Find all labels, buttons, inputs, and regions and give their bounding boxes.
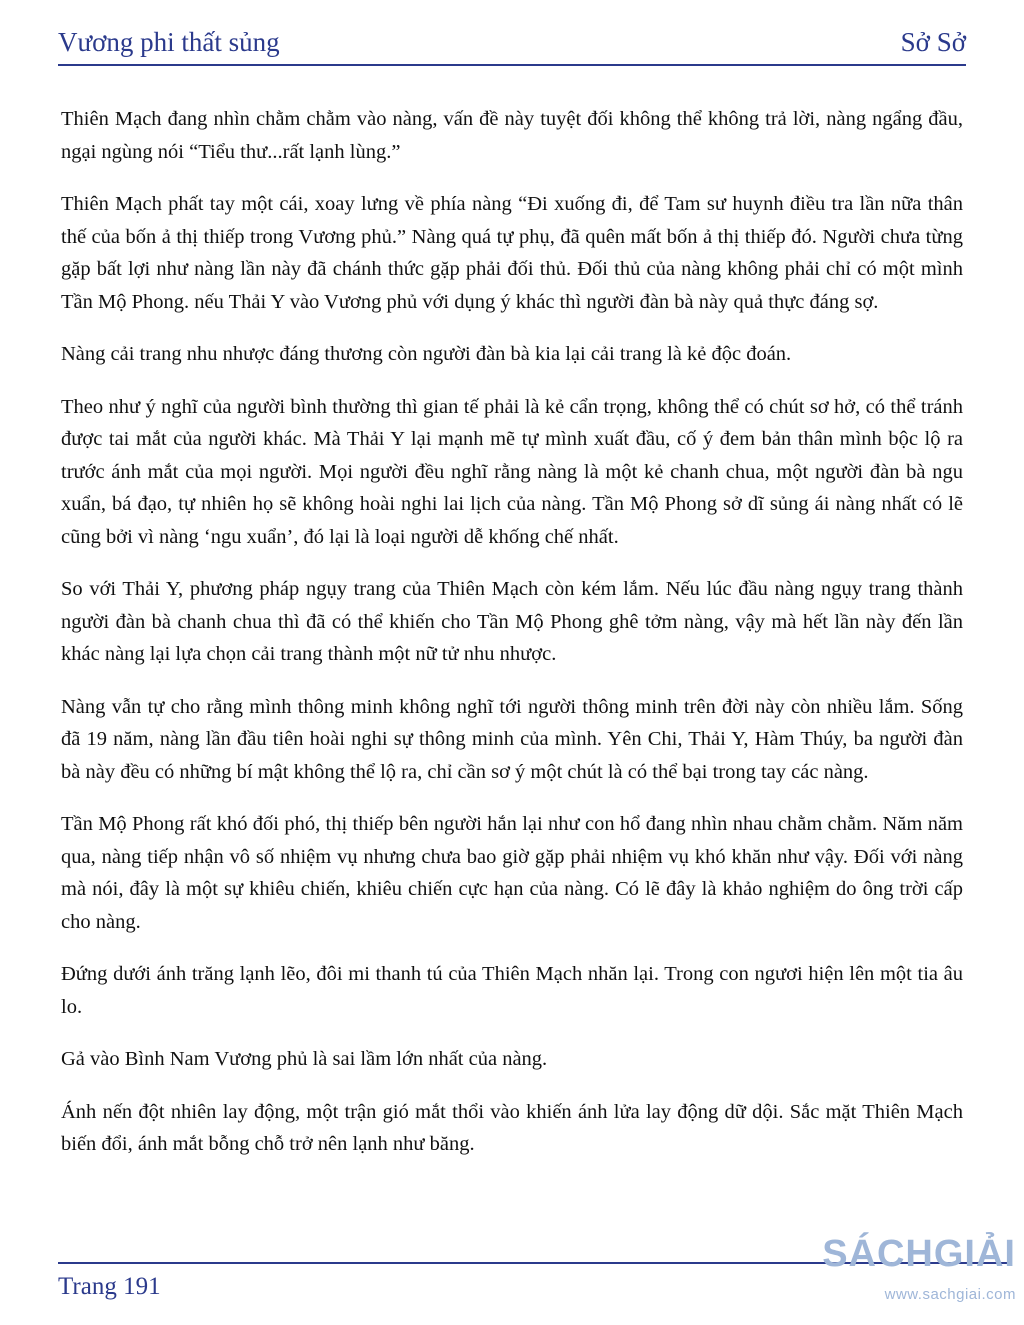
paragraph: Ánh nến đột nhiên lay động, một trận gió mắt thổi vào khiến ánh lửa lay động dữ dội. Sắc mặt Thiên Mạch biến đổi, ánh mắt bỗng chỗ trở nên lạnh như băng. [61, 1100, 963, 1155]
paragraph: Gả vào Bình Nam Vương phủ là sai lầm lớn nhất của nàng. [61, 1048, 548, 1070]
paragraph: Tần Mộ Phong rất khó đối phó, thị thiếp bên người hắn lại như con hổ đang nhìn nhau chằm chằm. Năm năm qua, nàng tiếp nhận vô số nhiệm vụ nhưng chưa bao giờ gặp phải nhiệm vụ khó khăn như vậy. Đối với nàng mà nói, đây là một sự khiêu chiến, khiêu chiến cực hạn của nàng. Có lẽ đây là khảo nghiệm do ông trời cấp cho nàng. [61, 813, 963, 933]
paragraph: Thiên Mạch đang nhìn chằm chằm vào nàng, vấn đề này tuyệt đối không thể không trả lời, nàng ngẩng đầu, ngại ngùng nói “Tiểu thư...rất lạnh lùng.” [61, 108, 963, 163]
paragraph: Đứng dưới ánh trăng lạnh lẽo, đôi mi thanh tú của Thiên Mạch nhăn lại. Trong con ngươi hiện lên một tia âu lo. [61, 963, 963, 1018]
page-content [61, 103, 963, 1181]
paragraph: Theo như ý nghĩ của người bình thường thì gian tế phải là kẻ cẩn trọng, không thể có chút sơ hở, có thể tránh được tai mắt của người khác. Mà Thải Y lại mạnh mẽ tự mình xuất đầu, cố ý đem bản thân mình bộc lộ ra trước ánh mắt của mọi người. Mọi người đều nghĩ rằng nàng là một kẻ chanh chua, một người đàn bà ngu xuẩn, bá đạo, tự nhiên họ sẽ không hoài nghi lai lịch của nàng. Tần Mộ Phong sở dĩ sủng ái nàng nhất có lẽ cũng bởi vì nàng ‘ngu xuẩn’, đó lại là loại người dễ khống chế nhất. [61, 395, 963, 548]
page-header [58, 26, 966, 66]
paragraph: So với Thải Y, phương pháp ngụy trang của Thiên Mạch còn kém lắm. Nếu lúc đầu nàng ngụy trang thành người đàn bà chanh chua thì đã có thể khiến cho Tần Mộ Phong ghê tởm nàng, vậy mà hết lần này đến lần khác nàng lại lựa chọn cải trang thành một nữ tử nhu nhược. [61, 578, 963, 665]
page-number: Trang 191 [58, 1273, 161, 1300]
book-title: Vương phi thất sủng [58, 27, 280, 57]
author-name: Sở Sở [900, 27, 966, 57]
paragraph: Thiên Mạch phất tay một cái, xoay lưng về phía nàng “Đi xuống đi, để Tam sư huynh điều tra lần nữa thân thế của bốn ả thị thiếp trong Vương phủ.” Nàng quá tự phụ, đã quên mất bốn ả thị thiếp đó. Người chưa từng gặp bất lợi như nàng lần này đã chánh thức gặp phải đối thủ. Đối thủ của nàng không phải chỉ có một mình Tần Mộ Phong. nếu Thải Y vào Vương phủ với dụng ý khác thì người đàn bà này quả thực đáng sợ. [61, 193, 963, 313]
watermark-url: www.sachgiai.com [884, 1286, 1016, 1303]
watermark [816, 1232, 1016, 1317]
paragraph: Nàng cải trang nhu nhược đáng thương còn người đàn bà kia lại cải trang là kẻ độc đoán. [61, 343, 792, 365]
watermark-logo: SÁCHGIẢI [822, 1233, 1016, 1275]
paragraph: Nàng vẫn tự cho rằng mình thông minh không nghĩ tới người thông minh trên đời này còn nhiều lắm. Sống đã 19 năm, nàng lần đầu tiên hoài nghi sự thông minh của mình. Yên Chi, Thải Y, Hàm Thúy, ba người đàn bà này đều có những bí mật không thể lộ ra, chỉ cần sơ ý một chút là có thể bại trong tay các nàng. [61, 695, 963, 783]
